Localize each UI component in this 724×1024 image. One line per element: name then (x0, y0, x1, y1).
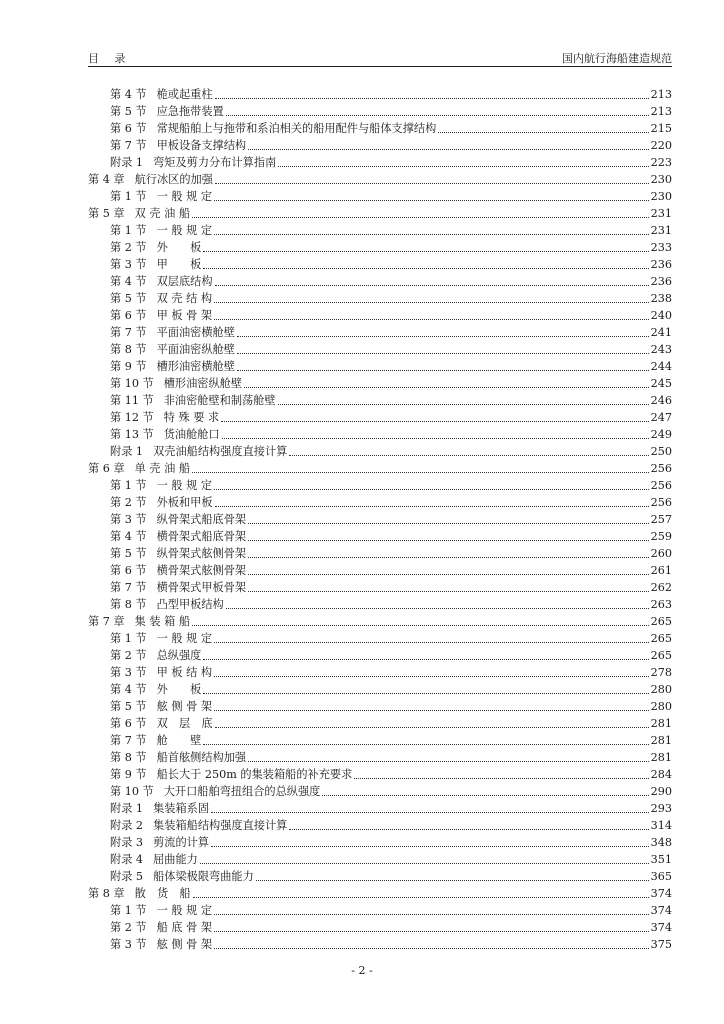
toc-entry-page: 223 (650, 156, 672, 169)
toc-entry-page: 262 (650, 581, 672, 594)
toc-entry-number: 第 4 节 (110, 275, 147, 288)
toc-entry-number: 附录 3 (110, 836, 144, 849)
toc-leader-dots (192, 217, 649, 218)
toc-leader-dots (278, 166, 649, 167)
toc-entry-page: 240 (650, 309, 672, 322)
toc-entry-number: 附录 1 (110, 802, 144, 815)
toc-section-entry (88, 698, 672, 715)
toc-entry-page: 213 (650, 88, 672, 101)
toc-entry-number: 第 2 节 (110, 496, 147, 509)
toc-entry-page: 236 (650, 258, 672, 271)
toc-section-entry (88, 936, 672, 953)
toc-entry-number: 第 7 节 (110, 139, 147, 152)
toc-leader-dots (248, 591, 649, 592)
toc-entry-title: 集 装 箱 船 (134, 615, 191, 628)
toc-entry-page: 374 (650, 887, 672, 900)
toc-entry-title: 横骨架式甲板骨架 (156, 581, 247, 594)
toc-section-entry (88, 324, 672, 341)
toc-entry-title: 舱 壁 (156, 734, 202, 747)
toc-leader-dots (214, 489, 649, 490)
toc-entry-number: 第 6 节 (110, 717, 147, 730)
toc-leader-dots (192, 472, 649, 473)
toc-section-entry (88, 86, 672, 103)
toc-entry-title: 总纵强度 (156, 649, 202, 662)
toc-entry-number: 第 7 节 (110, 326, 147, 339)
toc-entry-number: 第 5 节 (110, 547, 147, 560)
toc-leader-dots (203, 693, 648, 694)
header-rule (88, 66, 672, 67)
toc-entry-title: 甲板设备支撑结构 (156, 139, 247, 152)
toc-section-entry (88, 834, 672, 851)
toc-entry-page: 250 (650, 445, 672, 458)
toc-section-entry (88, 256, 672, 273)
toc-entry-number: 第 10 节 (110, 785, 154, 798)
toc-entry-title: 平面油密横舱壁 (156, 326, 235, 339)
toc-entry-page: 257 (650, 513, 672, 526)
toc-section-entry (88, 596, 672, 613)
toc-entry-number: 第 1 节 (110, 479, 147, 492)
toc-leader-dots (214, 319, 649, 320)
toc-entry-page: 281 (650, 751, 672, 764)
toc-entry-number: 第 6 节 (110, 309, 147, 322)
toc-entry-number: 第 12 节 (110, 411, 154, 424)
toc-entry-page: 263 (650, 598, 672, 611)
toc-leader-dots (248, 574, 649, 575)
toc-entry-number: 第 6 节 (110, 564, 147, 577)
toc-entry-page: 348 (650, 836, 672, 849)
toc-entry-page: 241 (650, 326, 672, 339)
toc-entry-number: 附录 1 (110, 445, 144, 458)
toc-entry-number: 第 3 节 (110, 938, 147, 951)
toc-chapter-entry (88, 205, 672, 222)
toc-entry-page: 247 (650, 411, 672, 424)
toc-leader-dots (248, 761, 649, 762)
toc-section-entry (88, 188, 672, 205)
toc-section-entry (88, 137, 672, 154)
toc-entry-title: 一 般 规 定 (156, 632, 213, 645)
toc-leader-dots (214, 914, 649, 915)
toc-entry-number: 第 8 节 (110, 598, 147, 611)
toc-entry-number: 第 2 节 (110, 241, 147, 254)
page-footer (0, 964, 724, 977)
toc-entry-number: 第 6 节 (110, 122, 147, 135)
toc-leader-dots (214, 642, 649, 643)
toc-entry-number: 第 1 节 (110, 904, 147, 917)
toc-entry-page: 213 (650, 105, 672, 118)
toc-section-entry (88, 545, 672, 562)
toc-entry-page: 215 (650, 122, 672, 135)
toc-entry-page: 365 (650, 870, 672, 883)
toc-leader-dots (192, 625, 649, 626)
toc-entry-title: 大开口船舶弯扭组合的总纵强度 (163, 785, 321, 798)
toc-entry-number: 第 3 节 (110, 513, 147, 526)
toc-entry-page: 249 (650, 428, 672, 441)
toc-entry-title: 外 板 (156, 683, 202, 696)
toc-entry-number: 第 5 节 (110, 292, 147, 305)
toc-entry-title: 一 般 规 定 (156, 224, 213, 237)
toc-leader-dots (248, 557, 649, 558)
toc-chapter-entry (88, 460, 672, 477)
toc-entry-number: 附录 5 (110, 870, 144, 883)
toc-entry-number: 第 1 节 (110, 190, 147, 203)
table-of-contents (88, 86, 672, 953)
toc-entry-title: 船长大于 250m 的集装箱船的补充要求 (156, 768, 353, 781)
toc-leader-dots (203, 251, 648, 252)
toc-entry-number: 第 5 节 (110, 105, 147, 118)
toc-entry-title: 凸型甲板结构 (156, 598, 224, 611)
toc-section-entry (88, 358, 672, 375)
toc-entry-page: 265 (650, 632, 672, 645)
toc-entry-number: 第 9 节 (110, 360, 147, 373)
toc-entry-title: 集装箱系固 (153, 802, 210, 815)
toc-entry-title: 槽形油密横舱壁 (156, 360, 235, 373)
toc-section-entry (88, 222, 672, 239)
toc-section-entry (88, 681, 672, 698)
toc-section-entry (88, 817, 672, 834)
toc-section-entry (88, 868, 672, 885)
toc-entry-title: 船 底 骨 架 (156, 921, 213, 934)
toc-leader-dots (438, 132, 648, 133)
toc-leader-dots (248, 523, 649, 524)
toc-section-entry (88, 120, 672, 137)
toc-leader-dots (215, 727, 649, 728)
toc-entry-page: 245 (650, 377, 672, 390)
toc-entry-page: 280 (650, 700, 672, 713)
toc-entry-page: 284 (650, 768, 672, 781)
toc-entry-page: 236 (650, 275, 672, 288)
toc-section-entry (88, 562, 672, 579)
toc-section-entry (88, 800, 672, 817)
toc-entry-title: 船首舷侧结构加强 (156, 751, 247, 764)
toc-entry-page: 243 (650, 343, 672, 356)
toc-leader-dots (226, 608, 649, 609)
toc-section-entry (88, 307, 672, 324)
toc-entry-page: 233 (650, 241, 672, 254)
toc-entry-page: 281 (650, 717, 672, 730)
toc-entry-number: 附录 1 (110, 156, 144, 169)
toc-leader-dots (289, 829, 648, 830)
toc-leader-dots (289, 455, 648, 456)
toc-entry-number: 第 9 节 (110, 768, 147, 781)
toc-leader-dots (214, 234, 649, 235)
toc-entry-title: 甲 板 (156, 258, 202, 271)
toc-entry-page: 220 (650, 139, 672, 152)
toc-section-entry (88, 630, 672, 647)
toc-entry-page: 259 (650, 530, 672, 543)
toc-entry-title: 常规船舶上与拖带和系泊相关的船用配件与船体支撑结构 (156, 122, 437, 135)
toc-section-entry (88, 341, 672, 358)
toc-entry-number: 第 2 节 (110, 921, 147, 934)
toc-entry-title: 散 货 船 (134, 887, 191, 900)
toc-entry-number: 第 3 节 (110, 666, 147, 679)
toc-leader-dots (193, 897, 649, 898)
toc-chapter-entry (88, 885, 672, 902)
toc-entry-title: 船体梁极限弯曲能力 (153, 870, 254, 883)
toc-leader-dots (203, 744, 648, 745)
toc-section-entry (88, 715, 672, 732)
toc-entry-title: 横骨架式舷侧骨架 (156, 564, 247, 577)
toc-leader-dots (214, 302, 649, 303)
toc-leader-dots (215, 285, 649, 286)
toc-entry-title: 槽形油密纵舱壁 (163, 377, 243, 390)
toc-entry-number: 第 11 节 (110, 394, 154, 407)
toc-entry-page: 265 (650, 649, 672, 662)
toc-leader-dots (221, 421, 648, 422)
toc-entry-page: 261 (650, 564, 672, 577)
toc-section-entry (88, 409, 672, 426)
toc-section-entry (88, 273, 672, 290)
toc-section-entry (88, 902, 672, 919)
toc-entry-page: 246 (650, 394, 672, 407)
toc-leader-dots (214, 200, 649, 201)
toc-section-entry (88, 511, 672, 528)
toc-leader-dots (237, 370, 649, 371)
toc-entry-page: 231 (650, 224, 672, 237)
toc-entry-page: 314 (650, 819, 672, 832)
toc-entry-title: 甲 板 骨 架 (156, 309, 213, 322)
toc-section-entry (88, 477, 672, 494)
toc-entry-title: 双壳油船结构强度直接计算 (153, 445, 288, 458)
toc-entry-title: 平面油密纵舱壁 (156, 343, 235, 356)
toc-entry-number: 第 7 节 (110, 734, 147, 747)
toc-section-entry (88, 103, 672, 120)
toc-entry-page: 281 (650, 734, 672, 747)
toc-section-entry (88, 579, 672, 596)
toc-leader-dots (322, 795, 648, 796)
toc-entry-title: 非油密舱壁和制荡舱壁 (163, 394, 276, 407)
toc-entry-number: 第 5 章 (88, 207, 125, 220)
toc-entry-number: 第 13 节 (110, 428, 154, 441)
toc-leader-dots (211, 812, 649, 813)
toc-leader-dots (222, 438, 649, 439)
toc-entry-number: 第 10 节 (110, 377, 154, 390)
toc-entry-title: 双 壳 结 构 (156, 292, 213, 305)
toc-entry-title: 剪流的计算 (153, 836, 210, 849)
toc-section-entry (88, 732, 672, 749)
toc-entry-number: 第 8 节 (110, 343, 147, 356)
toc-entry-number: 第 8 章 (88, 887, 125, 900)
toc-section-entry (88, 426, 672, 443)
toc-entry-page: 280 (650, 683, 672, 696)
toc-entry-title: 屈曲能力 (153, 853, 198, 866)
toc-entry-number: 附录 2 (110, 819, 144, 832)
toc-entry-title: 舷 侧 骨 架 (156, 938, 213, 951)
toc-entry-page: 256 (650, 496, 672, 509)
toc-entry-number: 第 6 章 (88, 462, 125, 475)
toc-entry-number: 第 4 节 (110, 530, 147, 543)
toc-entry-page: 260 (650, 547, 672, 560)
toc-chapter-entry (88, 171, 672, 188)
toc-section-entry (88, 375, 672, 392)
toc-leader-dots (200, 863, 649, 864)
toc-leader-dots (248, 149, 649, 150)
toc-leader-dots (211, 846, 649, 847)
toc-entry-title: 桅或起重柱 (156, 88, 213, 101)
toc-leader-dots (214, 931, 649, 932)
toc-entry-page: 256 (650, 462, 672, 475)
toc-entry-title: 一 般 规 定 (156, 479, 213, 492)
toc-leader-dots (203, 659, 648, 660)
toc-section-entry (88, 766, 672, 783)
toc-entry-page: 244 (650, 360, 672, 373)
toc-entry-page: 231 (650, 207, 672, 220)
toc-entry-number: 附录 4 (110, 853, 144, 866)
toc-leader-dots (226, 115, 649, 116)
toc-entry-page: 293 (650, 802, 672, 815)
toc-entry-number: 第 3 节 (110, 258, 147, 271)
toc-leader-dots (237, 336, 649, 337)
toc-entry-title: 一 般 规 定 (156, 904, 213, 917)
toc-entry-number: 第 7 节 (110, 581, 147, 594)
toc-entry-number: 第 4 节 (110, 683, 147, 696)
toc-entry-number: 第 1 节 (110, 224, 147, 237)
toc-entry-title: 特 殊 要 求 (163, 411, 220, 424)
toc-entry-title: 横骨架式船底骨架 (156, 530, 247, 543)
toc-leader-dots (203, 268, 648, 269)
toc-section-entry (88, 749, 672, 766)
toc-entry-title: 舷 侧 骨 架 (156, 700, 213, 713)
toc-entry-page: 230 (650, 173, 672, 186)
toc-leader-dots (237, 353, 649, 354)
toc-leader-dots (214, 948, 649, 949)
toc-leader-dots (248, 540, 649, 541)
toc-leader-dots (214, 710, 649, 711)
toc-entry-page: 230 (650, 190, 672, 203)
toc-chapter-entry (88, 613, 672, 630)
toc-leader-dots (215, 183, 649, 184)
toc-entry-title: 纵骨架式船底骨架 (156, 513, 247, 526)
toc-entry-page: 374 (650, 921, 672, 934)
toc-entry-number: 第 2 节 (110, 649, 147, 662)
toc-section-entry (88, 443, 672, 460)
toc-entry-title: 货油舱舱口 (163, 428, 220, 441)
toc-entry-number: 第 4 节 (110, 88, 147, 101)
toc-section-entry (88, 783, 672, 800)
toc-leader-dots (354, 778, 648, 779)
toc-section-entry (88, 851, 672, 868)
toc-entry-title: 外 板 (156, 241, 202, 254)
toc-entry-page: 374 (650, 904, 672, 917)
toc-leader-dots (278, 404, 649, 405)
toc-section-entry (88, 919, 672, 936)
toc-section-entry (88, 647, 672, 664)
header-section-title: 目 录 (88, 52, 132, 65)
toc-section-entry (88, 528, 672, 545)
toc-entry-number: 第 5 节 (110, 700, 147, 713)
toc-entry-page: 265 (650, 615, 672, 628)
toc-section-entry (88, 239, 672, 256)
toc-entry-page: 351 (650, 853, 672, 866)
toc-entry-title: 甲 板 结 构 (156, 666, 213, 679)
toc-leader-dots (244, 387, 649, 388)
toc-section-entry (88, 290, 672, 307)
toc-entry-page: 278 (650, 666, 672, 679)
toc-section-entry (88, 154, 672, 171)
toc-entry-title: 双 层 底 (156, 717, 213, 730)
toc-entry-page: 290 (650, 785, 672, 798)
toc-entry-number: 第 4 章 (88, 173, 125, 186)
toc-entry-number: 第 1 节 (110, 632, 147, 645)
toc-entry-page: 256 (650, 479, 672, 492)
toc-section-entry (88, 664, 672, 681)
toc-leader-dots (215, 506, 649, 507)
toc-section-entry (88, 392, 672, 409)
toc-leader-dots (215, 98, 649, 99)
toc-leader-dots (214, 676, 649, 677)
toc-entry-title: 外板和甲板 (156, 496, 213, 509)
toc-entry-page: 238 (650, 292, 672, 305)
toc-leader-dots (256, 880, 649, 881)
toc-entry-title: 双 壳 油 船 (134, 207, 191, 220)
toc-entry-title: 集装箱船结构强度直接计算 (153, 819, 288, 832)
toc-entry-page: 375 (650, 938, 672, 951)
header-document-title: 国内航行海船建造规范 (562, 52, 672, 65)
page-number: - 2 - (351, 964, 373, 977)
toc-entry-title: 应急拖带装置 (156, 105, 224, 118)
toc-entry-title: 单 壳 油 船 (134, 462, 191, 475)
page-header (88, 48, 672, 68)
toc-entry-title: 双层底结构 (156, 275, 213, 288)
toc-entry-title: 弯矩及剪力分布计算指南 (153, 156, 277, 169)
toc-entry-title: 一 般 规 定 (156, 190, 213, 203)
toc-entry-title: 纵骨架式舷侧骨架 (156, 547, 247, 560)
toc-section-entry (88, 494, 672, 511)
toc-entry-number: 第 7 章 (88, 615, 125, 628)
toc-entry-number: 第 8 节 (110, 751, 147, 764)
toc-entry-title: 航行冰区的加强 (134, 173, 213, 186)
